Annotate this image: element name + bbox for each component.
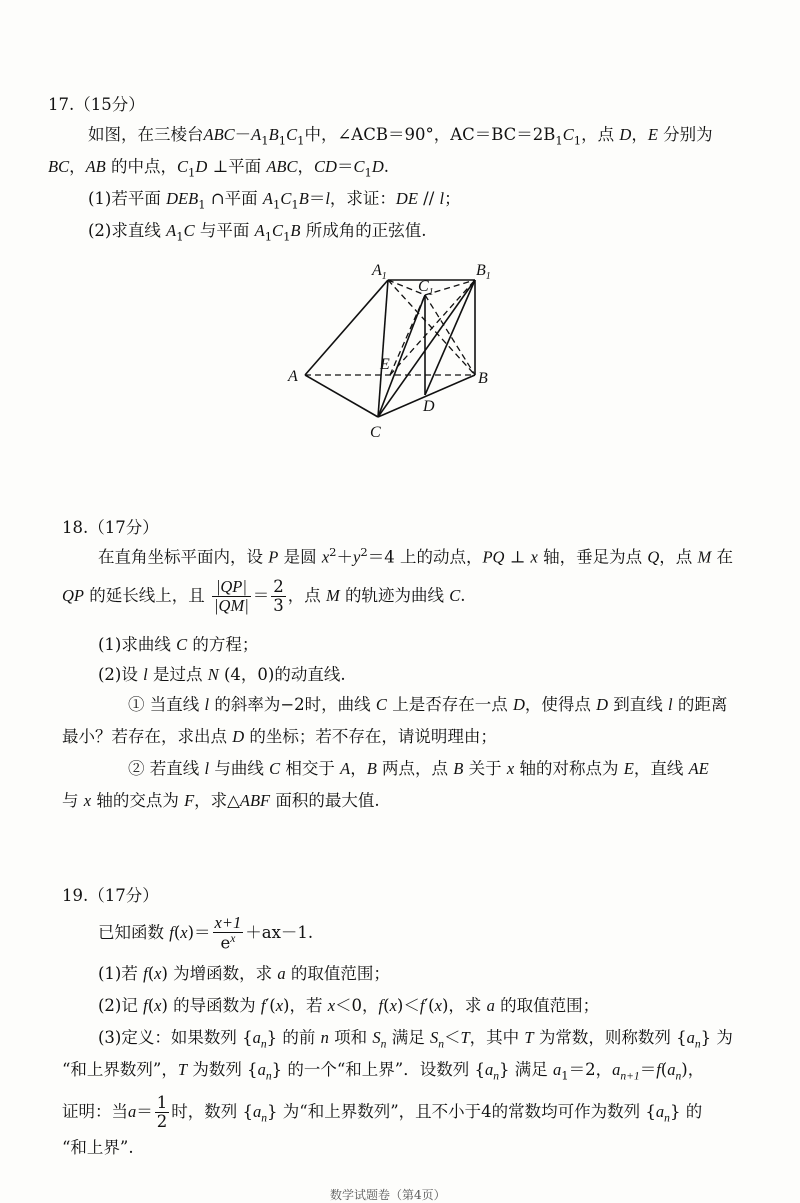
q19-part-3: (3)定义：如果数列 $\{a_n\}$ 的前 n 项和 $S_n$ 满足 $S_n<T$，其中 T 为常数，则称数列 $\{a_n\}$ 为 [98, 1028, 733, 1051]
q19-header: 19.（17分） [62, 886, 159, 905]
q19-part-3-line-4: “和上界”. [62, 1138, 134, 1157]
label-C1: $C_1$ [418, 278, 434, 298]
q17-part-1: (1)若平面 $DEB_1$ ∩平面 $A_1C_1B=l$，求证：DE // l； [88, 189, 461, 212]
q19-part-2: (2)记 f(x) 的导函数为 f′(x)，若 x＜0，f(x)＜f′(x)，求 a 的取值范围； [98, 996, 600, 1015]
label-A: A [288, 368, 298, 385]
q19-part-1: (1)若 f(x) 为增函数，求 a 的取值范围； [98, 964, 390, 983]
q18-sub-1-cont: 最小？若存在，求出点 D 的坐标；若不存在，请说明理由； [62, 727, 497, 746]
q18-line-2: QP 的延长线上，且 $\frac{|QP|}{|QM|}$ ＝ $\frac{2}{3}$ ，点 M 的轨迹为曲线 C. [62, 577, 466, 616]
q17-line-1: 如图，在三棱台$ABC-A_1B_1C_1$中，∠ACB＝90°，$AC=BC=2B_1C_1$，点 D，E 分别为 [88, 125, 713, 148]
function-fraction: $\frac{x+1}{e^x}$ [214, 913, 242, 953]
label-C: C [370, 424, 381, 441]
half-fraction: $\frac{1}{2}$ [156, 1093, 168, 1132]
q17-part-2: (2)求直线 $A_1C$ 与平面 $A_1C_1B$ 所成角的正弦值. [88, 221, 427, 244]
q18-line-1: 在直角坐标平面内，设 P 是圆 $x^2+y^2=4$ 上的动点，PQ ⊥ x 轴，垂足为点 Q，点 M 在 [98, 545, 733, 567]
q18-part-1: (1)求曲线 C 的方程； [98, 635, 259, 654]
q19-line-1: 已知函数 f(x)＝ $\frac{x+1}{e^x}$ ＋ax－1. [98, 913, 314, 953]
q18-sub-1: ① 当直线 l 的斜率为−2时，曲线 C 上是否存在一点 D，使得点 D 到直线 l 的距离 [128, 695, 728, 714]
q19-part-3-line-2: “和上界数列”，T 为数列 $\{a_n\}$ 的一个“和上界”．设数列 $\{a_n\}$ 满足 $a_1=2$，$a_{n+1}=f(a_n)$， [62, 1060, 705, 1083]
q19-part-3-line-3: 证明：当a＝ $\frac{1}{2}$ 时，数列 $\{a_n\}$ 为“和上界数列”，且不小于4的常数均可作为数列 $\{a_n\}$ 的 [62, 1093, 703, 1132]
two-thirds-fraction: $\frac{2}{3}$ [273, 577, 284, 616]
label-D: D [423, 398, 435, 415]
q18-sub-2-cont: 与 x 轴的交点为 F，求△ABF 面积的最大值. [62, 791, 380, 810]
label-B: B [478, 370, 488, 387]
label-B1: $B_1$ [476, 262, 491, 282]
ratio-fraction: $\frac{|QP|}{|QM|}$ [214, 577, 249, 616]
q18-part-2: (2)设 l 是过点 N (4，0)的动直线. [98, 665, 346, 684]
q18-header: 18.（17分） [62, 518, 159, 537]
label-E: E [380, 356, 390, 373]
page-footer: 数学试题卷（第4页） [330, 1188, 446, 1202]
q18-sub-2: ② 若直线 l 与曲线 C 相交于 A，B 两点，点 B 关于 x 轴的对称点为 E，直线 AE [128, 759, 709, 778]
frustum-figure [280, 255, 510, 445]
label-A1: $A_1$ [372, 262, 387, 282]
q17-header: 17.（15分） [48, 95, 145, 114]
q17-line-2: BC，AB 的中点，$C_1D$ ⊥平面 ABC，$CD=C_1D$. [48, 157, 389, 180]
